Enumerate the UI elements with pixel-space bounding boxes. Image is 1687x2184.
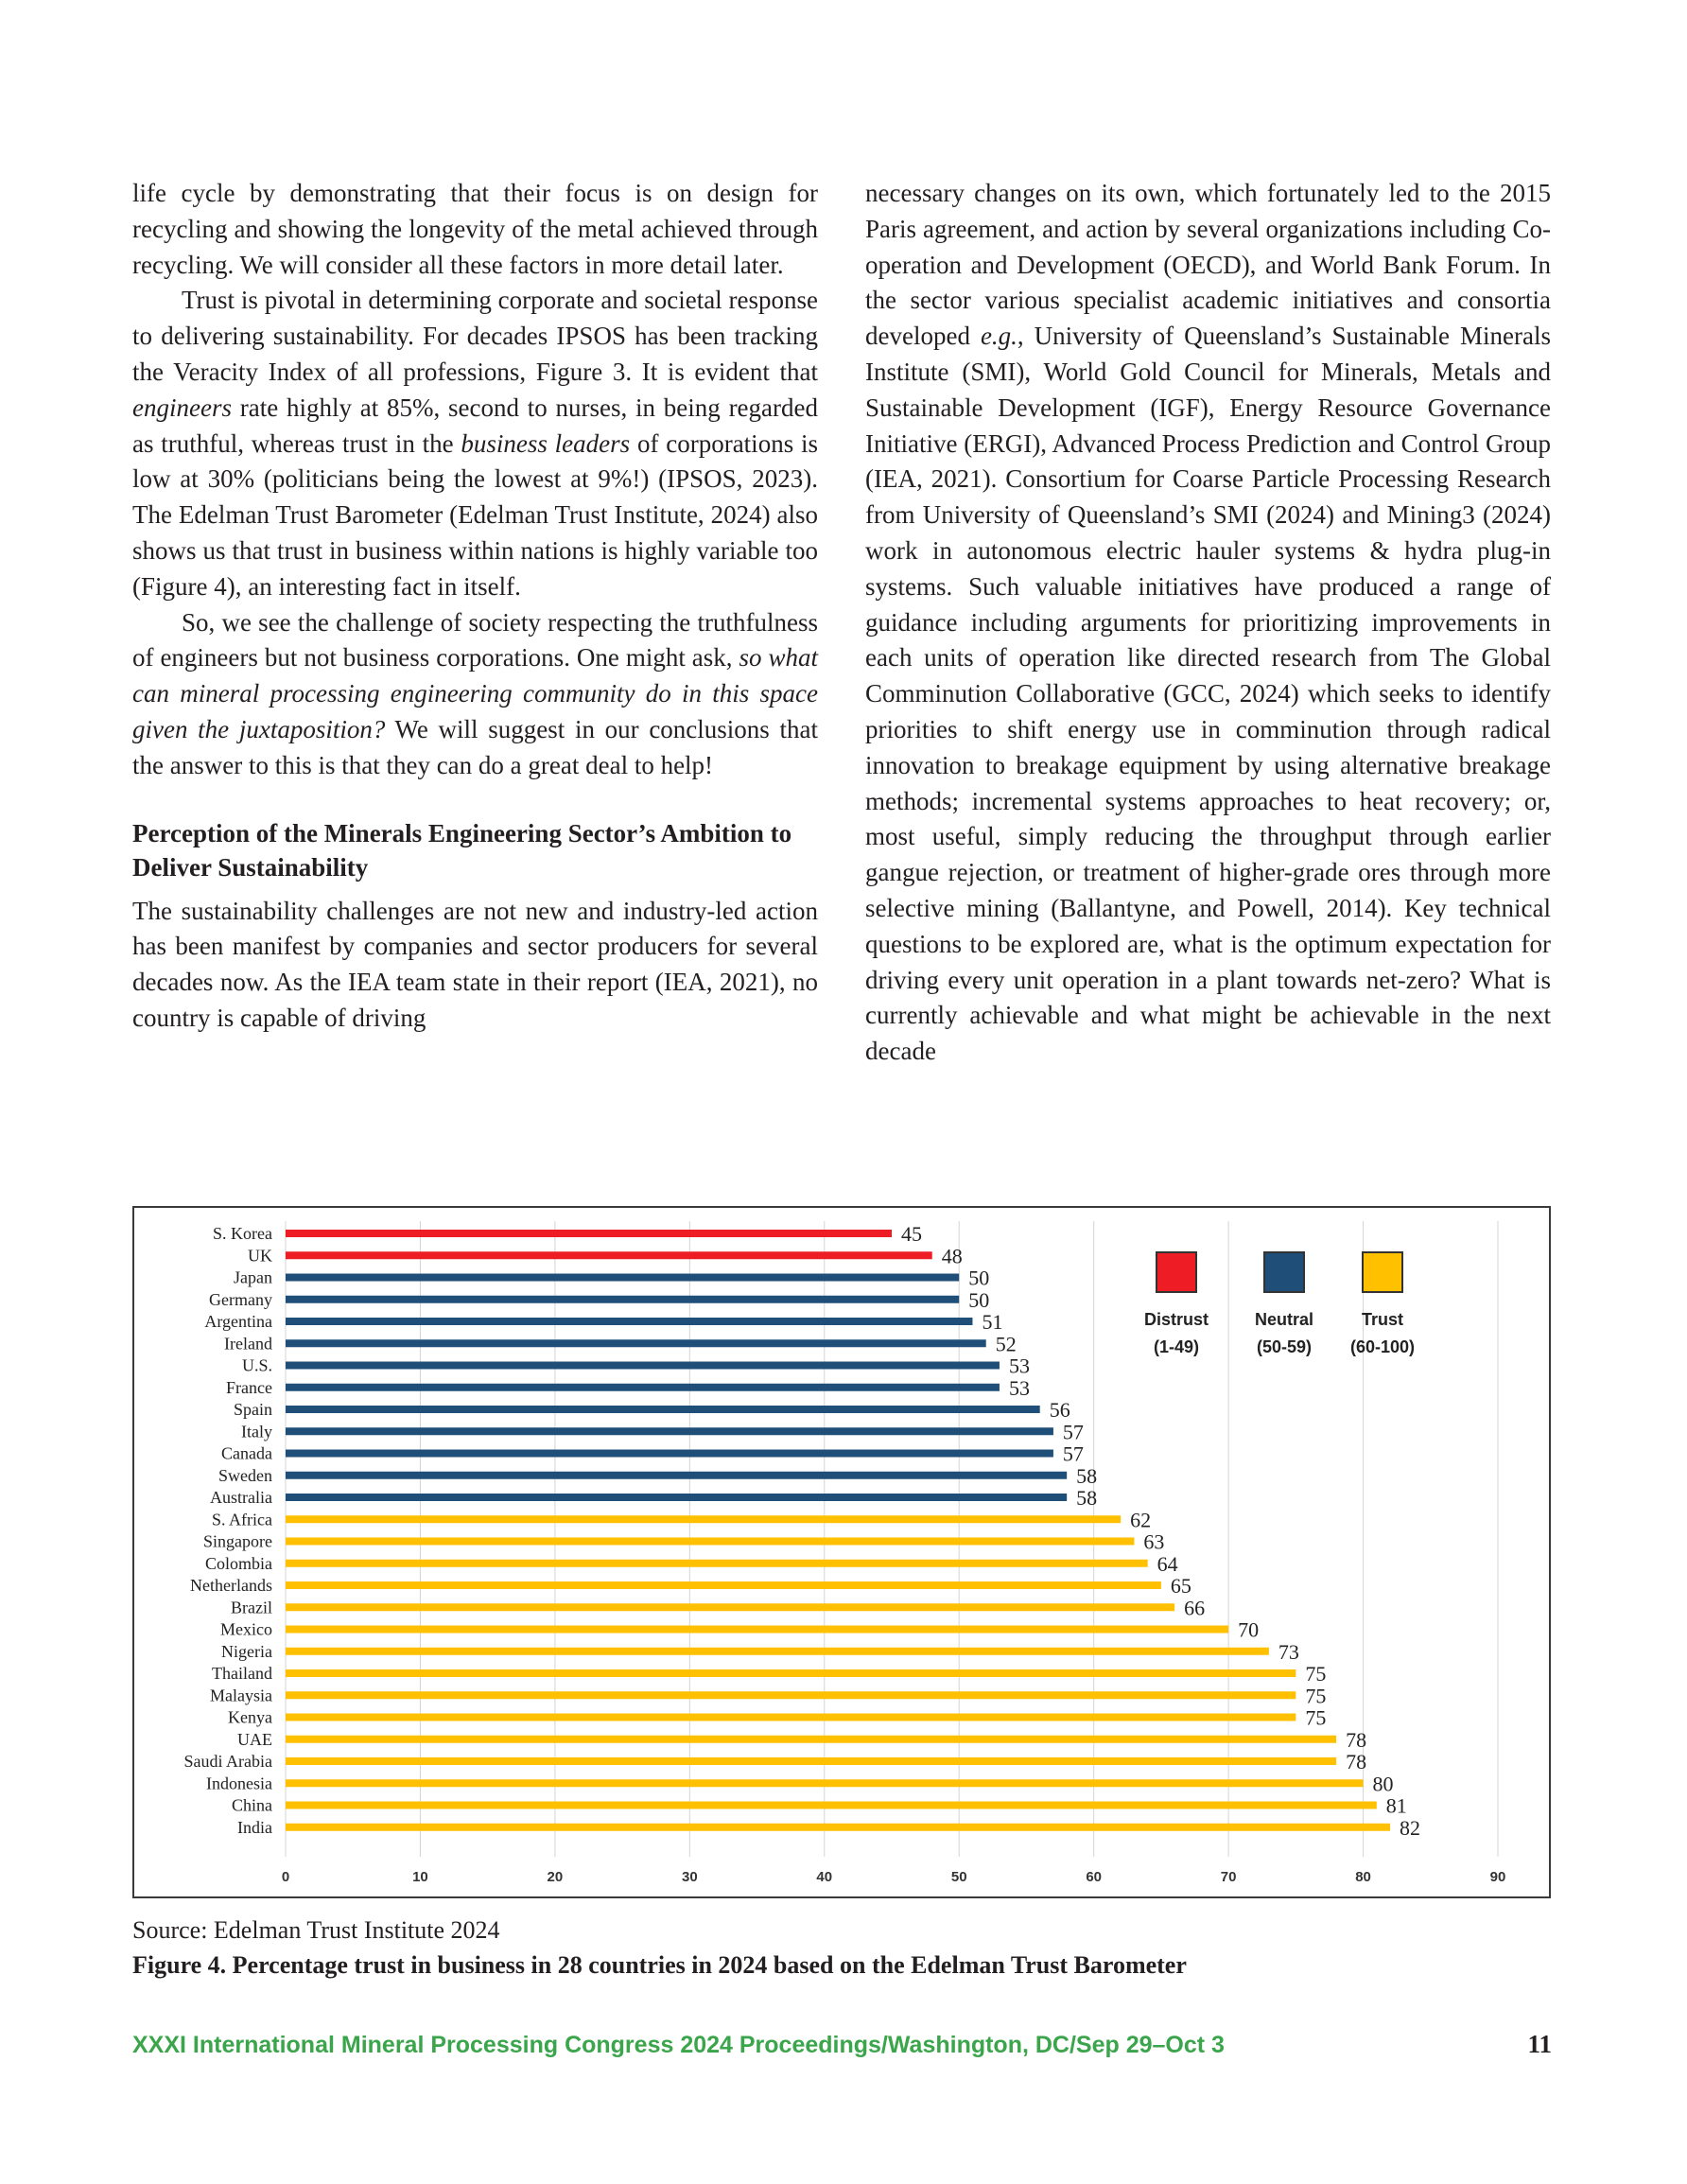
section-heading: Perception of the Minerals Engineering Sector’s Ambition to Deliver Sustainability <box>132 818 792 882</box>
legend-range: (1-49) <box>1153 1337 1200 1356</box>
category-label: Mexico <box>220 1619 272 1639</box>
text-run: Trust is pivotal in determining corporate and societal response to delivering sustainability. For decades IPSOS has been tracking the Veracity Index of all professions, Figure 3. It is evident that <box>132 286 818 386</box>
bar <box>286 1560 1148 1567</box>
bar <box>286 1691 1296 1699</box>
emphasis: e.g. <box>980 322 1017 351</box>
category-label: Argentina <box>204 1312 272 1331</box>
bar <box>286 1736 1336 1743</box>
legend-swatch <box>1157 1252 1196 1292</box>
value-label: 81 <box>1385 1793 1407 1818</box>
category-label: Nigeria <box>221 1641 272 1661</box>
category-label: Italy <box>241 1422 272 1441</box>
value-label: 62 <box>1130 1508 1152 1532</box>
bar <box>286 1648 1269 1655</box>
x-tick-label: 70 <box>1220 1869 1237 1885</box>
legend-label: Neutral <box>1254 1310 1314 1329</box>
x-tick-label: 20 <box>547 1869 564 1885</box>
value-label: 53 <box>1008 1354 1030 1378</box>
category-label: France <box>226 1377 272 1397</box>
text-run: of corporations is low at 30% (politicians being the lowest at 9%!) (IPSOS, 2023). The Edelman Trust Barometer (Edelman Trust Institute, 2024) also shows us that trust in business within nations is highly variable too (Figure 4), an interesting fact in itself. <box>132 428 818 601</box>
value-label: 48 <box>941 1244 963 1268</box>
category-label: S. Africa <box>212 1510 272 1529</box>
bar <box>286 1230 892 1237</box>
x-tick-label: 10 <box>412 1869 428 1885</box>
value-label: 63 <box>1143 1529 1165 1554</box>
category-label: Kenya <box>228 1707 272 1727</box>
x-tick-label: 50 <box>950 1869 967 1885</box>
x-tick-label: 30 <box>681 1869 698 1885</box>
bar <box>286 1757 1336 1765</box>
category-label: Spain <box>233 1400 272 1419</box>
category-label: Sweden <box>218 1465 272 1485</box>
value-label: 57 <box>1062 1420 1084 1444</box>
left-column <box>132 176 818 1037</box>
right-column <box>865 176 1551 1070</box>
category-label: S. Korea <box>213 1224 272 1243</box>
value-label: 73 <box>1278 1639 1299 1664</box>
value-label: 80 <box>1372 1772 1394 1796</box>
bar <box>286 1384 1000 1391</box>
text-run: necessary changes on its own, which fortunately led to the 2015 Paris agreement, and action by several organizations including Co-operation and Development (OECD), and World Bank Forum. In the sector various specialist academic initiatives and consortia developed <box>865 179 1551 351</box>
bar <box>286 1296 959 1303</box>
bar <box>286 1318 972 1325</box>
category-label: U.S. <box>241 1355 272 1375</box>
value-label: 64 <box>1157 1551 1178 1576</box>
bar <box>286 1581 1161 1589</box>
bar <box>286 1251 932 1259</box>
bar <box>286 1472 1067 1479</box>
category-label: India <box>237 1817 272 1837</box>
value-label: 50 <box>968 1287 990 1312</box>
emphasis: business leaders <box>461 428 631 458</box>
value-label: 58 <box>1076 1486 1098 1510</box>
value-label: 51 <box>982 1310 1003 1334</box>
paragraph <box>132 605 818 784</box>
category-label: Ireland <box>224 1334 272 1354</box>
bar <box>286 1406 1040 1413</box>
bar <box>286 1669 1296 1677</box>
category-label: Malaysia <box>210 1686 272 1705</box>
x-tick-label: 80 <box>1355 1869 1371 1885</box>
bar <box>286 1714 1296 1721</box>
trust-bar-chart <box>134 1208 1549 1896</box>
bar <box>286 1427 1053 1435</box>
text-run: We will suggest in our conclusions that the answer to this is that they can do a great deal to help! <box>132 714 818 779</box>
bar <box>286 1515 1121 1523</box>
emphasis: engineers <box>132 393 232 422</box>
category-label: Saudi Arabia <box>183 1752 272 1771</box>
legend-swatch <box>1264 1252 1304 1292</box>
bar <box>286 1339 986 1347</box>
figure-source: Source: Edelman Trust Institute 2024 <box>132 1916 500 1944</box>
value-label: 78 <box>1346 1750 1367 1773</box>
bar <box>286 1494 1067 1501</box>
paragraph: The sustainability challenges are not new and industry-led action has been manifest by companies and sector producers for several decades now. As the IEA team state in their report (IEA, 2021), no country is capable of driving <box>132 896 818 1032</box>
figure-caption: Figure 4. Percentage trust in business in 28 countries in 2024 based on the Edelman Trust Barometer <box>132 1951 1187 1979</box>
value-label: 78 <box>1346 1727 1367 1752</box>
value-label: 70 <box>1238 1617 1260 1642</box>
category-label: Japan <box>234 1267 272 1287</box>
value-label: 56 <box>1049 1398 1070 1422</box>
bar <box>286 1450 1053 1458</box>
value-label: 50 <box>968 1266 990 1290</box>
category-label: China <box>232 1795 272 1815</box>
legend-range: (60-100) <box>1349 1337 1416 1356</box>
page-number: 11 <box>1527 2030 1552 2058</box>
value-label: 57 <box>1062 1441 1084 1466</box>
paragraph <box>132 283 818 604</box>
category-label: Brazil <box>231 1598 272 1617</box>
category-label: Australia <box>210 1488 272 1507</box>
legend-swatch <box>1363 1252 1402 1292</box>
bar <box>286 1779 1364 1787</box>
value-label: 45 <box>901 1222 922 1246</box>
category-label: UAE <box>237 1729 272 1749</box>
category-label: Canada <box>221 1443 272 1463</box>
category-label: Singapore <box>203 1531 272 1551</box>
bar <box>286 1802 1377 1809</box>
paragraph: life cycle by demonstrating that their focus is on design for recycling and showing the longevity of the metal achieved through recycling. We will consider all these factors in more detail later. <box>132 179 818 279</box>
footer-text: XXXI International Mineral Processing Congress 2024 Proceedings/Washington, DC/Sep 29–Oct 3 <box>132 2032 1225 2058</box>
value-label: 66 <box>1184 1596 1206 1620</box>
category-label: UK <box>248 1246 272 1266</box>
text-run: , University of Queensland’s Sustainable Minerals Institute (SMI), World Gold Council for Minerals, Metals and Sustainable Development (IGF), Energy Resource Governance Initiative (ERGI), Advanced Process Prediction and Control Group (IEA, 2021). Consortium for Coarse Particle Processing Research from University of Queensland’s SMI (2024) and Mining3 (2024) work in autonomous electric hauler systems & hydra plug-in systems. Such valuable initiatives have produced a range of guidance including arguments for prioritizing improvements in each units of operation like directed research from The Global Comminution Collaborative (GCC, 2024) which seeks to identify priorities to shift energy use in comminution through radical innovation to breakage equipment by using alternative breakage methods; incremental systems approaches to heat recovery; or, most useful, simply reducing the throughput through earlier gangue rejection, or treatment of higher-grade ores through more selective mining (Ballantyne, and Powell, 2014). Key technical questions to be explored are, what is the optimum expectation for driving every unit operation in a plant towards net-zero? What is currently achievable and what might be achievable in the next decade <box>865 322 1551 1066</box>
x-tick-label: 60 <box>1086 1869 1103 1885</box>
value-label: 53 <box>1008 1375 1030 1400</box>
bar <box>286 1603 1174 1611</box>
value-label: 82 <box>1400 1815 1421 1840</box>
x-tick-label: 90 <box>1489 1869 1506 1885</box>
legend-label: Trust <box>1361 1310 1404 1329</box>
text-run: So, we see the challenge of society respecting the truthfulness of engineers but not business corporations. One might ask, <box>132 607 818 673</box>
category-label: Thailand <box>212 1664 272 1683</box>
category-label: Indonesia <box>206 1773 272 1793</box>
bar <box>286 1626 1228 1634</box>
bar <box>286 1274 959 1282</box>
value-label: 52 <box>995 1332 1017 1356</box>
category-label: Colombia <box>205 1553 272 1573</box>
bar <box>286 1362 1000 1370</box>
value-label: 75 <box>1305 1705 1327 1730</box>
category-label: Germany <box>209 1289 272 1309</box>
x-tick-label: 0 <box>281 1869 290 1885</box>
x-tick-label: 40 <box>816 1869 833 1885</box>
value-label: 75 <box>1305 1662 1327 1686</box>
value-label: 75 <box>1305 1684 1327 1708</box>
value-label: 65 <box>1170 1574 1191 1598</box>
bar <box>286 1538 1134 1546</box>
legend-range: (50-59) <box>1256 1337 1313 1356</box>
legend-label: Distrust <box>1143 1310 1209 1329</box>
value-label: 58 <box>1076 1463 1098 1488</box>
bar <box>286 1824 1390 1831</box>
category-label: Netherlands <box>190 1576 272 1595</box>
text-run: rate highly at 85%, second to nurses, in being regarded as truthful, whereas trust in the <box>132 393 818 458</box>
figure-frame <box>132 1206 1551 1898</box>
paragraph <box>865 176 1551 1070</box>
emphasis: so what can mineral processing engineering community do in this space given the juxtaposition? <box>132 643 818 743</box>
